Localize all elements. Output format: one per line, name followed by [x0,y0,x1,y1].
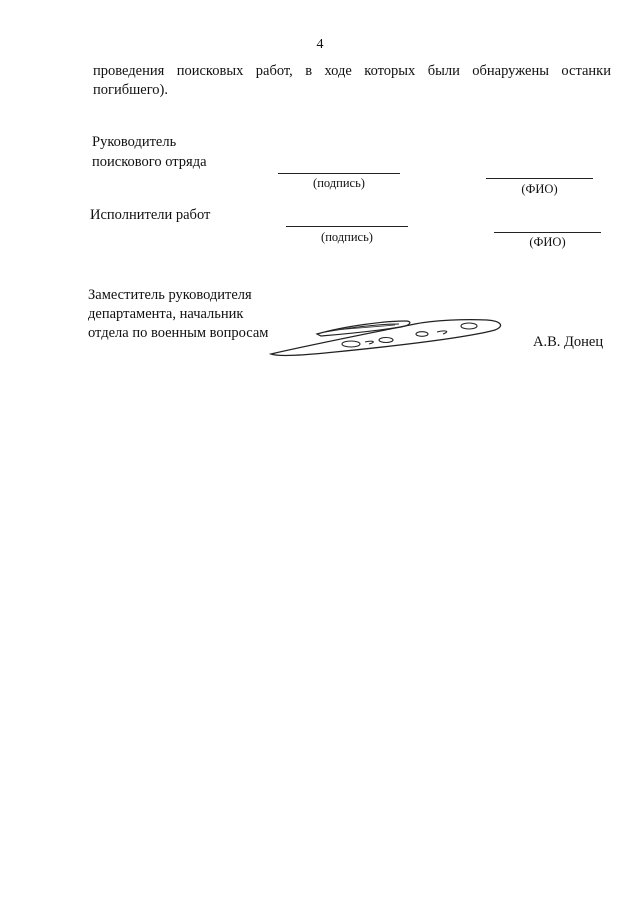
leader-signature-caption: (подпись) [313,176,365,190]
leader-title-line2: поискового отряда [92,154,207,170]
executors-name-line [494,232,601,233]
handwritten-signature [265,316,525,364]
leader-name-caption: (ФИО) [521,182,558,196]
executors-name-caption: (ФИО) [529,235,566,249]
executors-signature-line [286,226,408,227]
deputy-title-line3: отдела по военным вопросам [88,325,269,341]
paragraph-continuation: проведения поисковых работ, в ходе которых были обнаружены останки погибшего). [93,63,611,98]
page-number: 4 [316,37,324,52]
deputy-name: А.В. Донец [533,334,604,350]
leader-title-line1: Руководитель [92,134,177,150]
deputy-title-line2: департамента, начальник [88,306,244,322]
leader-signature-line [278,173,400,174]
leader-name-line [486,178,593,179]
deputy-title-line1: Заместитель руководителя [88,287,252,303]
executors-title: Исполнители работ [90,207,211,223]
executors-signature-caption: (подпись) [321,230,373,244]
